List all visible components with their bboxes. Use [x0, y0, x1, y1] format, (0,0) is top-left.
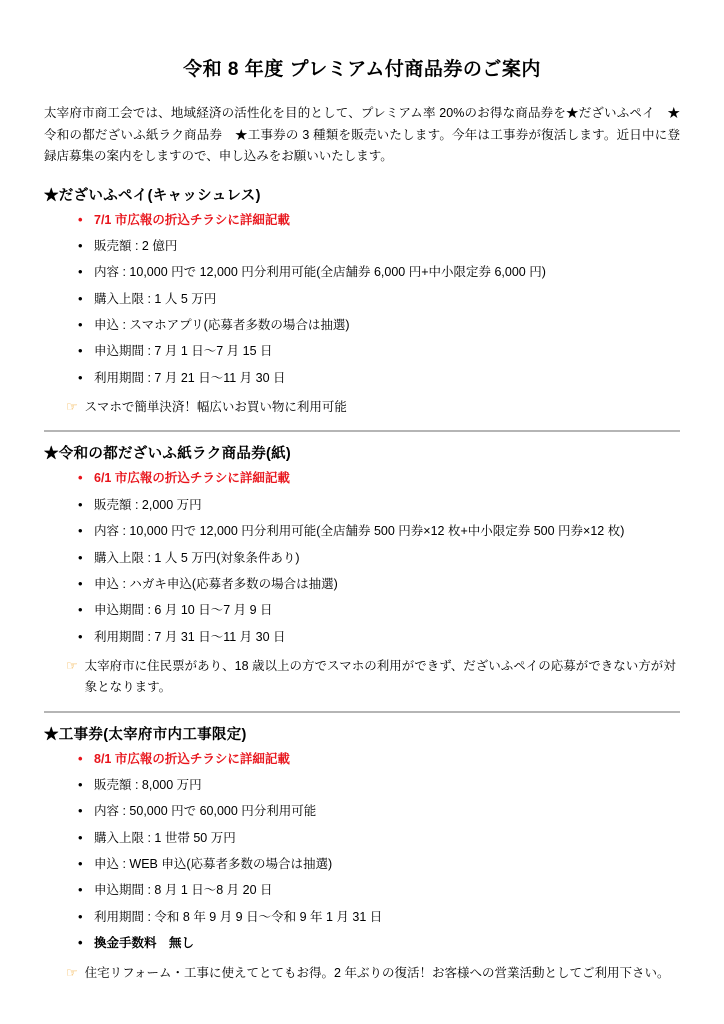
pointing-hand-icon: ☞ — [66, 964, 78, 980]
intro-paragraph: 太宰府市商工会では、地域経済の活性化を目的として、プレミアム率 20%のお得な商品券を★だざいふペイ ★令和の都だざいふ紙ラク商品券 ★工事券の 3 種類を販売いたします。今年は工事券が復活します。近日中に登録店募集の案内をしますので、申し込みをお願いいたします。 — [44, 106, 680, 163]
section-divider — [44, 430, 680, 432]
section-bullet-list — [44, 211, 680, 389]
list-item: • 購入上限 : 1 人 5 万円(対象条件あり) — [78, 549, 680, 568]
section-note — [66, 656, 680, 699]
list-item: • 販売額 : 2,000 万円 — [78, 496, 680, 515]
list-item: • 8/1 市広報の折込チラシに詳細記載 — [78, 750, 680, 769]
section-divider — [44, 711, 680, 713]
pointing-hand-icon: ☞ — [66, 658, 78, 673]
document-section — [44, 184, 680, 419]
document-section — [44, 723, 680, 984]
section-bullet-list — [44, 750, 680, 954]
pointing-hand-icon: ☞ — [66, 399, 78, 415]
section-heading: ★令和の都だざいふ紙ラク商品券(紙) — [44, 446, 292, 463]
page-title: 令和 8 年度 プレミアム付商品券のご案内 — [183, 59, 541, 80]
list-item: • 購入上限 : 1 世帯 50 万円 — [78, 829, 680, 848]
section-heading: ★工事券(太宰府市内工事限定) — [44, 726, 247, 743]
section-heading: ★だざいふペイ(キャッシュレス) — [44, 187, 261, 204]
list-item: • 購入上限 : 1 人 5 万円 — [78, 290, 680, 309]
list-item: • 販売額 : 2 億円 — [78, 237, 680, 256]
document-section — [44, 442, 680, 698]
list-item: • 利用期間 : 7 月 31 日〜11 月 30 日 — [78, 628, 680, 647]
section-bullet-list — [44, 469, 680, 647]
list-item: • 申込期間 : 6 月 10 日〜7 月 9 日 — [78, 601, 680, 620]
list-item: • 内容 : 10,000 円で 12,000 円分利用可能(全店舗券 500 円券×12 枚+中小限定券 500 円券×12 枚) — [78, 522, 680, 541]
list-item: • 7/1 市広報の折込チラシに詳細記載 — [78, 211, 680, 230]
list-item: • 申込期間 : 7 月 1 日〜7 月 15 日 — [78, 342, 680, 361]
section-note — [66, 397, 680, 418]
list-item: • 申込期間 : 8 月 1 日〜8 月 20 日 — [78, 881, 680, 900]
list-item: • 利用期間 : 令和 8 年 9 月 9 日〜令和 9 年 1 月 31 日 — [78, 908, 680, 927]
list-item: • 申込 : スマホアプリ(応募者多数の場合は抽選) — [78, 316, 680, 335]
sections-container — [44, 184, 680, 984]
section-note-text: 住宅リフォーム・工事に使えてとてもお得。2 年ぶりの復活！お客様への営業活動としてご利用下さい。 — [84, 965, 670, 980]
list-item: • 6/1 市広報の折込チラシに詳細記載 — [78, 469, 680, 488]
list-item: • 内容 : 10,000 円で 12,000 円分利用可能(全店舗券 6,000 円+中小限定券 6,000 円) — [78, 263, 680, 282]
list-item: • 利用期間 : 7 月 21 日〜11 月 30 日 — [78, 369, 680, 388]
list-item: • 換金手数料 無し — [78, 934, 680, 953]
list-item: • 申込 : ハガキ申込(応募者多数の場合は抽選) — [78, 575, 680, 594]
list-item: • 販売額 : 8,000 万円 — [78, 776, 680, 795]
section-note-text: 太宰府市に住民票があり、18 歳以上の方でスマホの利用ができず、だざいふペイの応募ができない方が対象となります。 — [84, 659, 676, 695]
list-item: • 申込 : WEB 申込(応募者多数の場合は抽選) — [78, 855, 680, 874]
section-note — [66, 963, 680, 984]
section-note-text: スマホで簡単決済！幅広いお買い物に利用可能 — [84, 400, 347, 415]
list-item: • 内容 : 50,000 円で 60,000 円分利用可能 — [78, 802, 680, 821]
